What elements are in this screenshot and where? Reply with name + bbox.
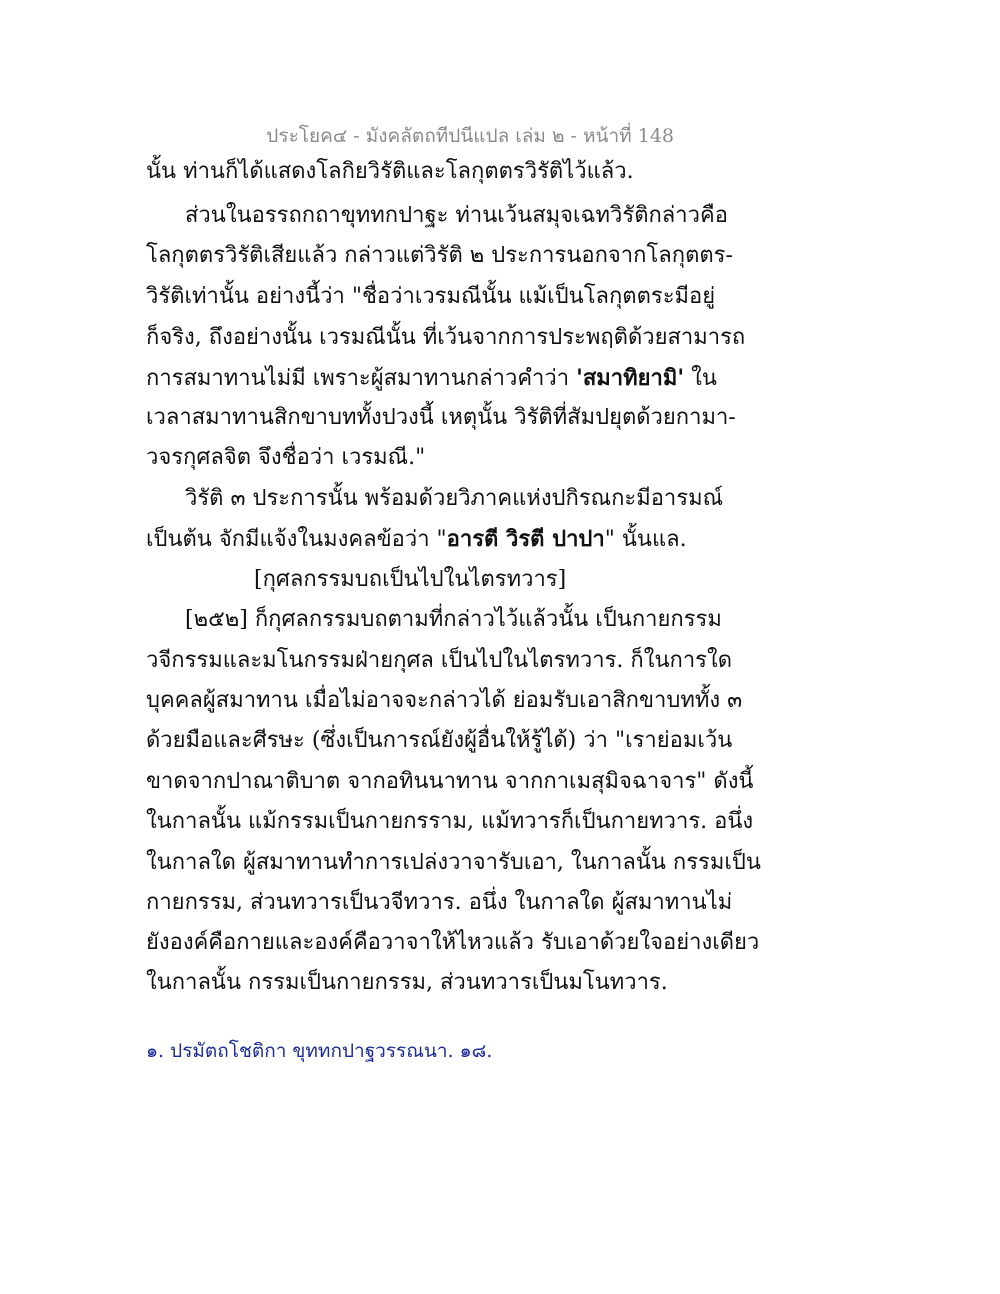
text-line: ในกาลใด ผู้สมาทานทำการเปล่งวาจารับเอา, ในกาลนั้น กรรมเป็น xyxy=(146,850,761,875)
text-line: นั้น ท่านก็ได้แสดงโลกิยวิรัติและโลกุตตรวิรัติไว้แล้ว. xyxy=(146,159,634,184)
text-line: ในกาลนั้น แม้กรรมเป็นกายกรราม, แม้ทวารก็เป็นกายทวาร. อนึ่ง xyxy=(146,809,754,834)
paragraph-start-line: วิรัติ ๓ ประการนั้น พร้อมด้วยวิภาคแห่งปกิรณกะมีอารมณ์ xyxy=(185,486,724,511)
paragraph-start-line: [๒๕๒] ก็กุศลกรรมบถตามที่กล่าวไว้แล้วนั้น เป็นกายกรรม xyxy=(185,607,722,632)
text-segment: ใน xyxy=(684,366,717,391)
text-line xyxy=(146,525,687,554)
footnote: ๑. ปรมัตถโชติกา ขุททกปาฐวรรณนา. ๑๘. xyxy=(146,1040,493,1062)
page-header: ประโยค๔ - มังคลัตถทีปนีแปล เล่ม ๒ - หน้าที่ 148 xyxy=(266,125,674,147)
text-line: ด้วยมือและศีรษะ (ซึ่งเป็นการณ์ยังผู้อื่นให้รู้ได้) ว่า "เราย่อมเว้น xyxy=(146,728,733,753)
text-line: โลกุตตรวิรัติเสียแล้ว กล่าวแต่วิรัติ ๒ ประการนอกจากโลกุตตร- xyxy=(146,243,733,268)
emphasized-term: อารตี วิรตี ปาปา xyxy=(446,526,605,552)
text-line: ขาดจากปาณาติบาต จากอทินนาทาน จากกาเมสุมิจฉาจาร" ดังนี้ xyxy=(146,769,754,794)
text-line: ในกาลนั้น กรรมเป็นกายกรรม, ส่วนทวารเป็นมโนทวาร. xyxy=(146,970,668,995)
text-line: วิรัติเท่านั้น อย่างนี้ว่า "ชื่อว่าเวรมณีนั้น แม้เป็นโลกุตตระมีอยู่ xyxy=(146,284,716,309)
text-segment: เป็นต้น จักมีแจ้งในมงคลข้อว่า " xyxy=(146,527,447,552)
section-heading: [กุศลกรรมบถเป็นไปในไตรทวาร] xyxy=(254,567,567,592)
text-line: ก็จริง, ถึงอย่างนั้น เวรมณีนั้น ที่เว้นจากการประพฤติด้วยสามารถ xyxy=(146,325,746,350)
text-line: ยังองค์คือกายและองค์คือวาจาให้ไหวแล้ว รับเอาด้วยใจอย่างเดียว xyxy=(146,930,760,955)
text-line: เวลาสมาทานสิกขาบททั้งปวงนี้ เหตุนั้น วิรัติที่สัมปยุตด้วยกามา- xyxy=(146,405,736,430)
text-segment: การสมาทานไม่มี เพราะผู้สมาทานกล่าวคำว่า xyxy=(146,366,577,391)
paragraph-start-line: ส่วนในอรรถกถาขุททกปาฐะ ท่านเว้นสมุจเฉทวิรัติกล่าวคือ xyxy=(185,203,728,228)
text-line xyxy=(146,364,717,393)
text-line: วจีกรรมและมโนกรรมฝ่ายกุศล เป็นไปในไตรทวาร. ก็ในการใด xyxy=(146,648,733,673)
text-segment: " นั้นแล. xyxy=(604,527,687,552)
emphasized-term: 'สมาทิยามิ' xyxy=(576,365,685,391)
text-line: วจรกุศลจิต จึงชื่อว่า เวรมณี." xyxy=(146,445,426,470)
text-line: บุคคลผู้สมาทาน เมื่อไม่อาจจะกล่าวได้ ย่อมรับเอาสิกขาบททั้ง ๓ xyxy=(146,688,743,713)
text-line: กายกรรม, ส่วนทวารเป็นวจีทวาร. อนึ่ง ในกาลใด ผู้สมาทานไม่ xyxy=(146,890,733,915)
